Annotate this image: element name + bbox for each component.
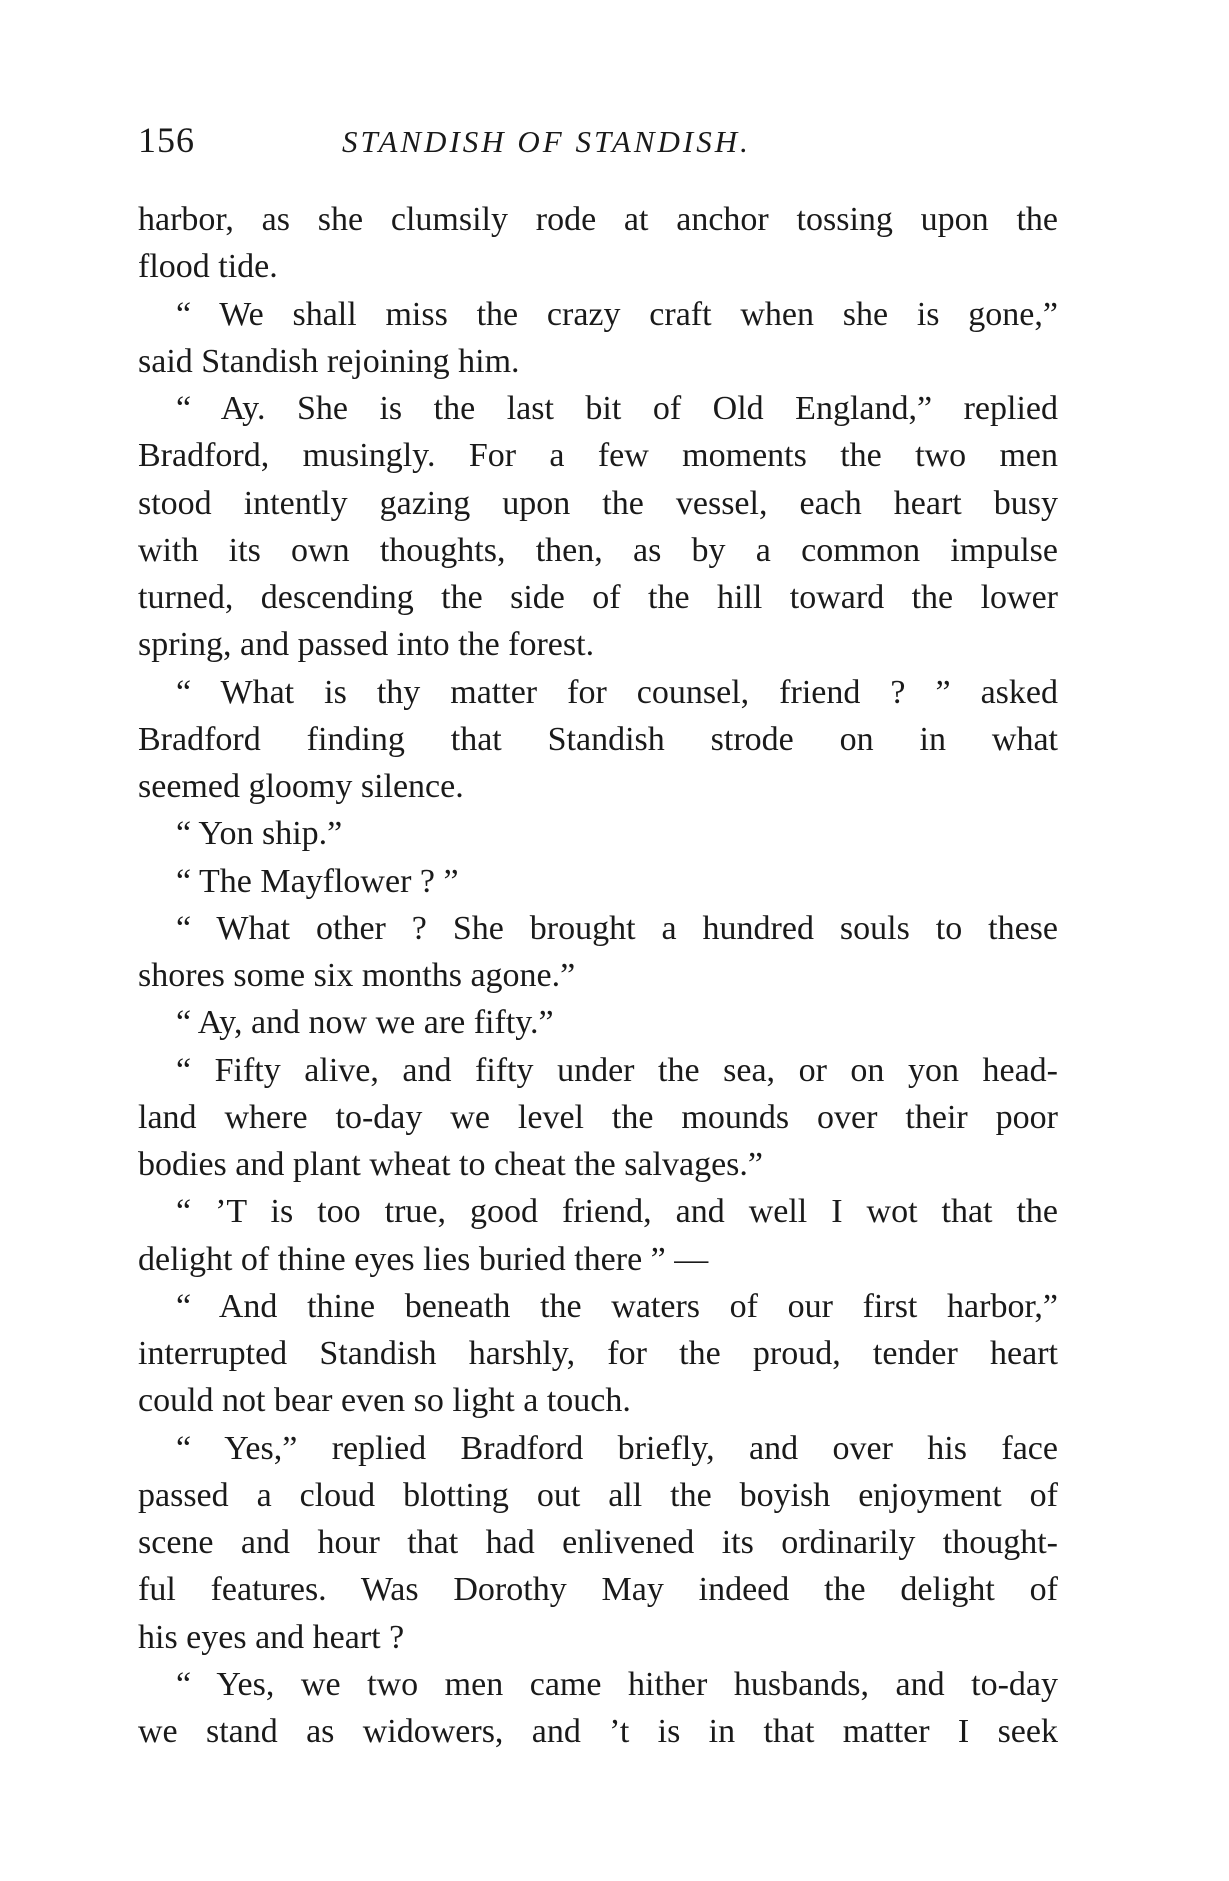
text-line: Bradford finding that Standish strode on in what [138, 720, 1058, 758]
text-line: delight of thine eyes lies buried there ” — [138, 1240, 709, 1278]
text-line: “ Ay, and now we are fifty.” [176, 1004, 554, 1042]
text-line: Bradford, musingly. For a few moments the two men [138, 437, 1058, 475]
text-line: “ Yes, we two men came hither husbands, and to-day [176, 1665, 1058, 1703]
text-line: “ Yon ship.” [176, 815, 343, 853]
text-line: harbor, as she clumsily rode at anchor tossing upon the [138, 201, 1058, 238]
text-line: shores some six months agone.” [138, 957, 576, 994]
text-line: with its own thoughts, then, as by a common impulse [138, 531, 1058, 569]
text-line: ful features. Was Dorothy May indeed the delight of [138, 1571, 1058, 1609]
text-line: “ Yes,” replied Bradford briefly, and over his face [176, 1429, 1058, 1467]
text-line: land where to-day we level the mounds over their poor [138, 1098, 1058, 1136]
text-line: said Standish rejoining him. [138, 342, 520, 380]
text-line: “ What other ? She brought a hundred souls to these [176, 909, 1058, 947]
text-line: passed a cloud blotting out all the boyish enjoyment of [138, 1476, 1058, 1514]
text-line: “ The Mayflower ? ” [176, 862, 459, 900]
text-line: flood tide. [138, 248, 278, 286]
running-head [138, 118, 1058, 162]
text-line: “ Fifty alive, and fifty under the sea, or on yon head- [176, 1051, 1058, 1089]
text-line: his eyes and heart ? [138, 1618, 405, 1656]
text-line: spring, and passed into the forest. [138, 626, 595, 664]
running-title: STANDISH OF STANDISH. [342, 124, 751, 159]
text-line: interrupted Standish harshly, for the proud, tender heart [138, 1335, 1058, 1372]
text-line: could not bear even so light a touch. [138, 1382, 631, 1420]
text-line: “ ’T is too true, good friend, and well I wot that the [176, 1193, 1058, 1231]
text-line: turned, descending the side of the hill toward the lower [138, 579, 1058, 616]
text-line: “ We shall miss the crazy craft when she is gone,” [176, 295, 1058, 333]
text-line: “ Ay. She is the last bit of Old England,” replied [176, 390, 1058, 427]
text-line: “ And thine beneath the waters of our first harbor,” [176, 1287, 1058, 1325]
text-line: stood intently gazing upon the vessel, each heart busy [138, 484, 1058, 522]
body-text [138, 196, 1058, 1755]
text-line: bodies and plant wheat to cheat the salvages.” [138, 1146, 763, 1183]
text-line: scene and hour that had enlivened its ordinarily thought- [138, 1524, 1058, 1561]
text-line: we stand as widowers, and ’t is in that matter I seek [138, 1713, 1058, 1750]
text-line: “ What is thy matter for counsel, friend ? ” asked [176, 673, 1058, 711]
text-line: seemed gloomy silence. [138, 768, 464, 805]
page-number: 156 [138, 120, 195, 160]
